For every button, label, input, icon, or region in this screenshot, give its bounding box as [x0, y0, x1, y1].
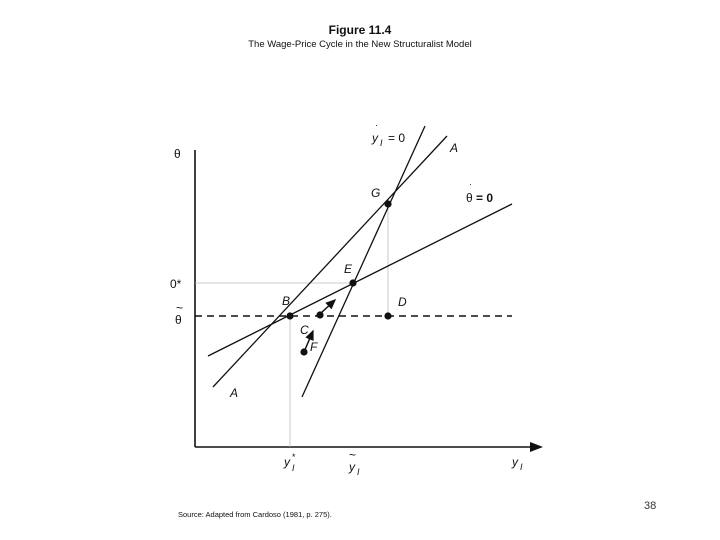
label-F: F: [310, 340, 318, 354]
x-axis-label: y: [512, 455, 518, 469]
theta-dot-zero-line: [208, 204, 512, 356]
figure-number: Figure 11.4: [328, 23, 392, 37]
line-A-bottom-label: A: [230, 386, 239, 400]
figure-title: The Wage-Price Cycle in the New Structuralist Model: [248, 39, 472, 50]
line-A-top-label: A: [450, 141, 459, 155]
yi-dot-mark: ·: [375, 120, 378, 130]
y-axis-label: θ: [174, 147, 181, 161]
point-D: [384, 312, 391, 319]
yi-zero-label: y: [372, 131, 378, 145]
arrow-c-to-e: [320, 300, 335, 314]
theta-tilde-label: θ: [175, 313, 182, 327]
yi-zero-label-rest: = 0: [388, 131, 406, 145]
yi-tilde-sub: I: [357, 467, 360, 477]
yi-tilde-tilde: ~: [349, 448, 357, 462]
x-axis-label-sub: I: [520, 462, 523, 472]
line-A: [213, 136, 447, 387]
theta-star-label: 0*: [170, 277, 182, 291]
theta-zero-label-rest: = 0: [476, 191, 494, 205]
point-F: [300, 348, 307, 355]
point-C: [316, 311, 323, 318]
yi-zero-label-sub: I: [380, 138, 383, 148]
point-G: [384, 200, 391, 207]
label-D: D: [398, 295, 407, 309]
yi-tilde-label: y: [349, 460, 355, 474]
label-E: E: [344, 262, 353, 276]
theta-zero-label: θ: [466, 191, 473, 205]
point-B: [286, 312, 293, 319]
x-axis-arrow: [530, 442, 543, 452]
label-G: G: [371, 186, 381, 200]
yi-star-label: y: [284, 455, 290, 469]
page-number: 38: [644, 500, 657, 512]
point-E: [349, 279, 356, 286]
theta-tilde-tilde: ~: [176, 301, 184, 315]
label-C: C: [300, 323, 309, 337]
label-B: B: [282, 294, 291, 308]
yi-star-sub: I: [292, 463, 295, 473]
source-note: Source: Adapted from Cardoso (1981, p. 275).: [178, 510, 332, 519]
yi-dot-zero-line: [302, 126, 425, 397]
yi-star-sup: *: [292, 452, 296, 462]
theta-dot-mark: ·: [469, 179, 472, 189]
